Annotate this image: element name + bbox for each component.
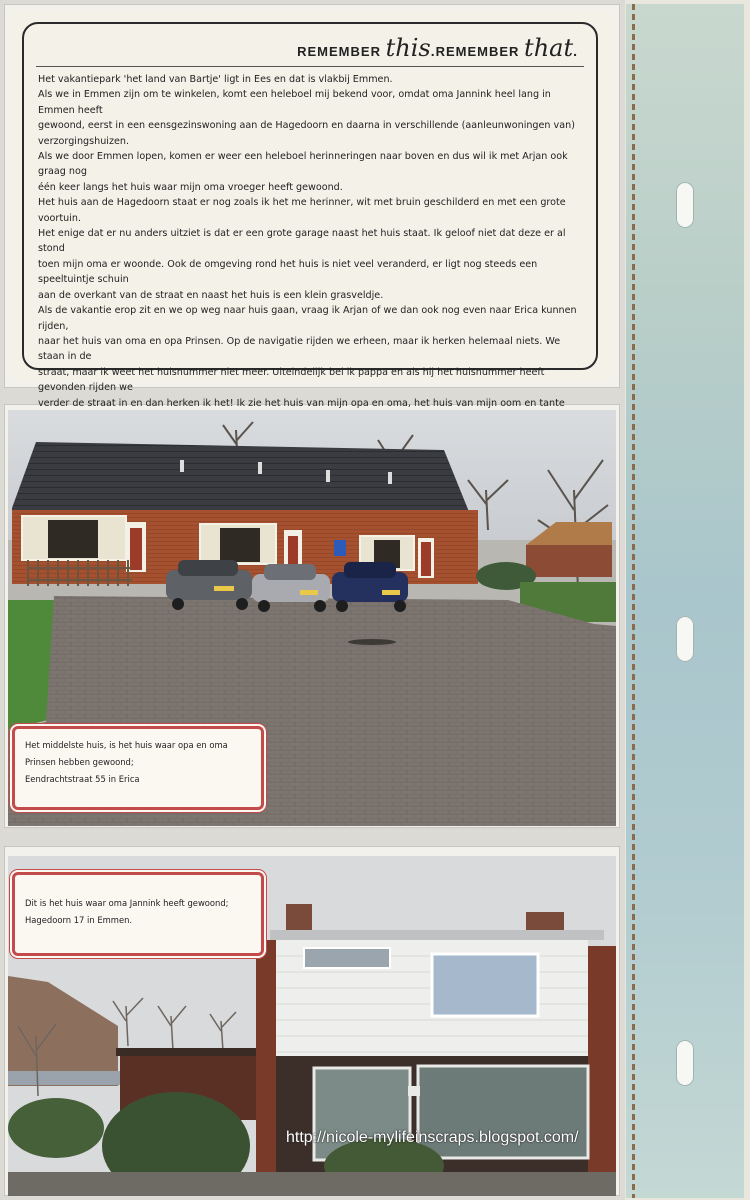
binder-hole xyxy=(676,616,694,662)
journal-line: verder de straat in en dan herken ik het! Ik zie het huis van mijn opa en oma, het huis van mijn oom en tante xyxy=(38,397,565,409)
parking-sign xyxy=(334,540,346,556)
house-roof-edge xyxy=(270,930,604,940)
vent-pipe xyxy=(258,462,262,474)
upper-window-right xyxy=(432,954,538,1016)
house-number-plate xyxy=(408,1086,420,1096)
title-script-that: that xyxy=(524,34,574,62)
title-end-dot: . xyxy=(573,43,578,59)
title-divider xyxy=(36,66,584,67)
binder-hole xyxy=(676,182,694,228)
caption-line: Hagedoorn 17 in Emmen. xyxy=(25,915,133,925)
journaling-frame xyxy=(22,22,598,409)
vent-pipe xyxy=(326,470,330,482)
journal-line: verzorgingshuizen. xyxy=(38,135,130,147)
journal-line: Het vakantiepark 'het land van Bartje' ligt in Ees en dat is vlakbij Emmen. xyxy=(38,74,393,85)
caption-line: Eendrachtstraat 55 in Erica xyxy=(25,774,140,784)
journal-line: één keer langs het huis waar mijn oma vroeger heeft gewoond. xyxy=(38,181,343,193)
chimney xyxy=(286,904,312,930)
far-house xyxy=(526,545,612,577)
shrub-left xyxy=(8,1098,104,1158)
vent-pipe xyxy=(180,460,184,472)
caption-emmen xyxy=(12,872,264,956)
journal-line: Als we door Emmen lopen, komen er weer een heleboel herinneringen naar boven en dus wil ik met Arjan ook graag nog xyxy=(38,151,568,178)
binder-hole xyxy=(676,1040,694,1086)
journal-line: Als de vakantie erop zit en we op weg naar huis gaan, vraag ik Arjan of we dan ook nog even naar Erica kunnen rijden, xyxy=(38,305,577,332)
journal-line: Het huis aan de Hagedoorn staat er nog zoals ik het me herinner, wit met bruin geschilderd en met een grote voortuin. xyxy=(38,197,566,224)
garage-roof xyxy=(116,1048,260,1056)
stitched-edge xyxy=(632,4,635,1198)
decorative-ruler-strip xyxy=(626,4,744,1198)
title-word-remember-1: REMEMBER xyxy=(297,44,381,59)
foreground-path xyxy=(8,1172,616,1196)
background-roofline xyxy=(8,1071,128,1085)
title-script-this: this xyxy=(385,34,431,62)
brick-pillar-left xyxy=(256,940,276,1196)
journal-line: aan de overkant van de straat en naast het huis is een klein grasveldje. xyxy=(38,289,384,301)
blog-url-watermark: http://nicole-mylifeinscraps.blogspot.com/ xyxy=(286,1129,579,1146)
caption-line: Prinsen hebben gewoond; xyxy=(25,757,134,767)
caption-line: Dit is het huis waar oma Jannink heeft gewoond; xyxy=(25,898,229,908)
journal-line: straat, maar ik weet het huisnummer niet meer. Uiteindelijk bel ik pappa en als hij het huisnummer heeft gevonden rijden we xyxy=(38,366,545,394)
vent-pipe xyxy=(388,472,392,484)
brick-pillar-right xyxy=(586,946,616,1196)
drain-cover xyxy=(348,639,396,645)
card-title xyxy=(297,34,578,62)
title-dot: . xyxy=(430,43,436,59)
journal-line: Als we in Emmen zijn om te winkelen, komt een heleboel mij bekend voor, omdat oma Jannink heel lang in Emmen heeft xyxy=(38,89,551,116)
upper-window-left xyxy=(304,948,390,968)
caption-line: Het middelste huis, is het huis waar opa en oma xyxy=(25,740,228,750)
journal-line: gewoond, eerst in een eensgezinswoning aan de Hagedoorn en daarna in verschillende (aanleunwoningen van) xyxy=(38,120,575,132)
caption-erica xyxy=(12,726,264,810)
journaling-card xyxy=(10,10,612,409)
journal-line: toen mijn oma er woonde. Ook de omgeving rond het huis is niet veel veranderd, er ligt nog steeds een speeltuintje schuin xyxy=(38,258,538,286)
title-word-remember-2: REMEMBER xyxy=(435,44,520,59)
journal-line: Het enige dat er nu anders uitziet is dat er een grote garage naast het huis staat. Ik geloof niet dat deze er al stond xyxy=(38,228,566,255)
journal-line: naar het huis van oma en opa Prinsen. Op de navigatie rijden we erheen, maar ik herken helemaal niets. We staan in de xyxy=(38,335,561,363)
